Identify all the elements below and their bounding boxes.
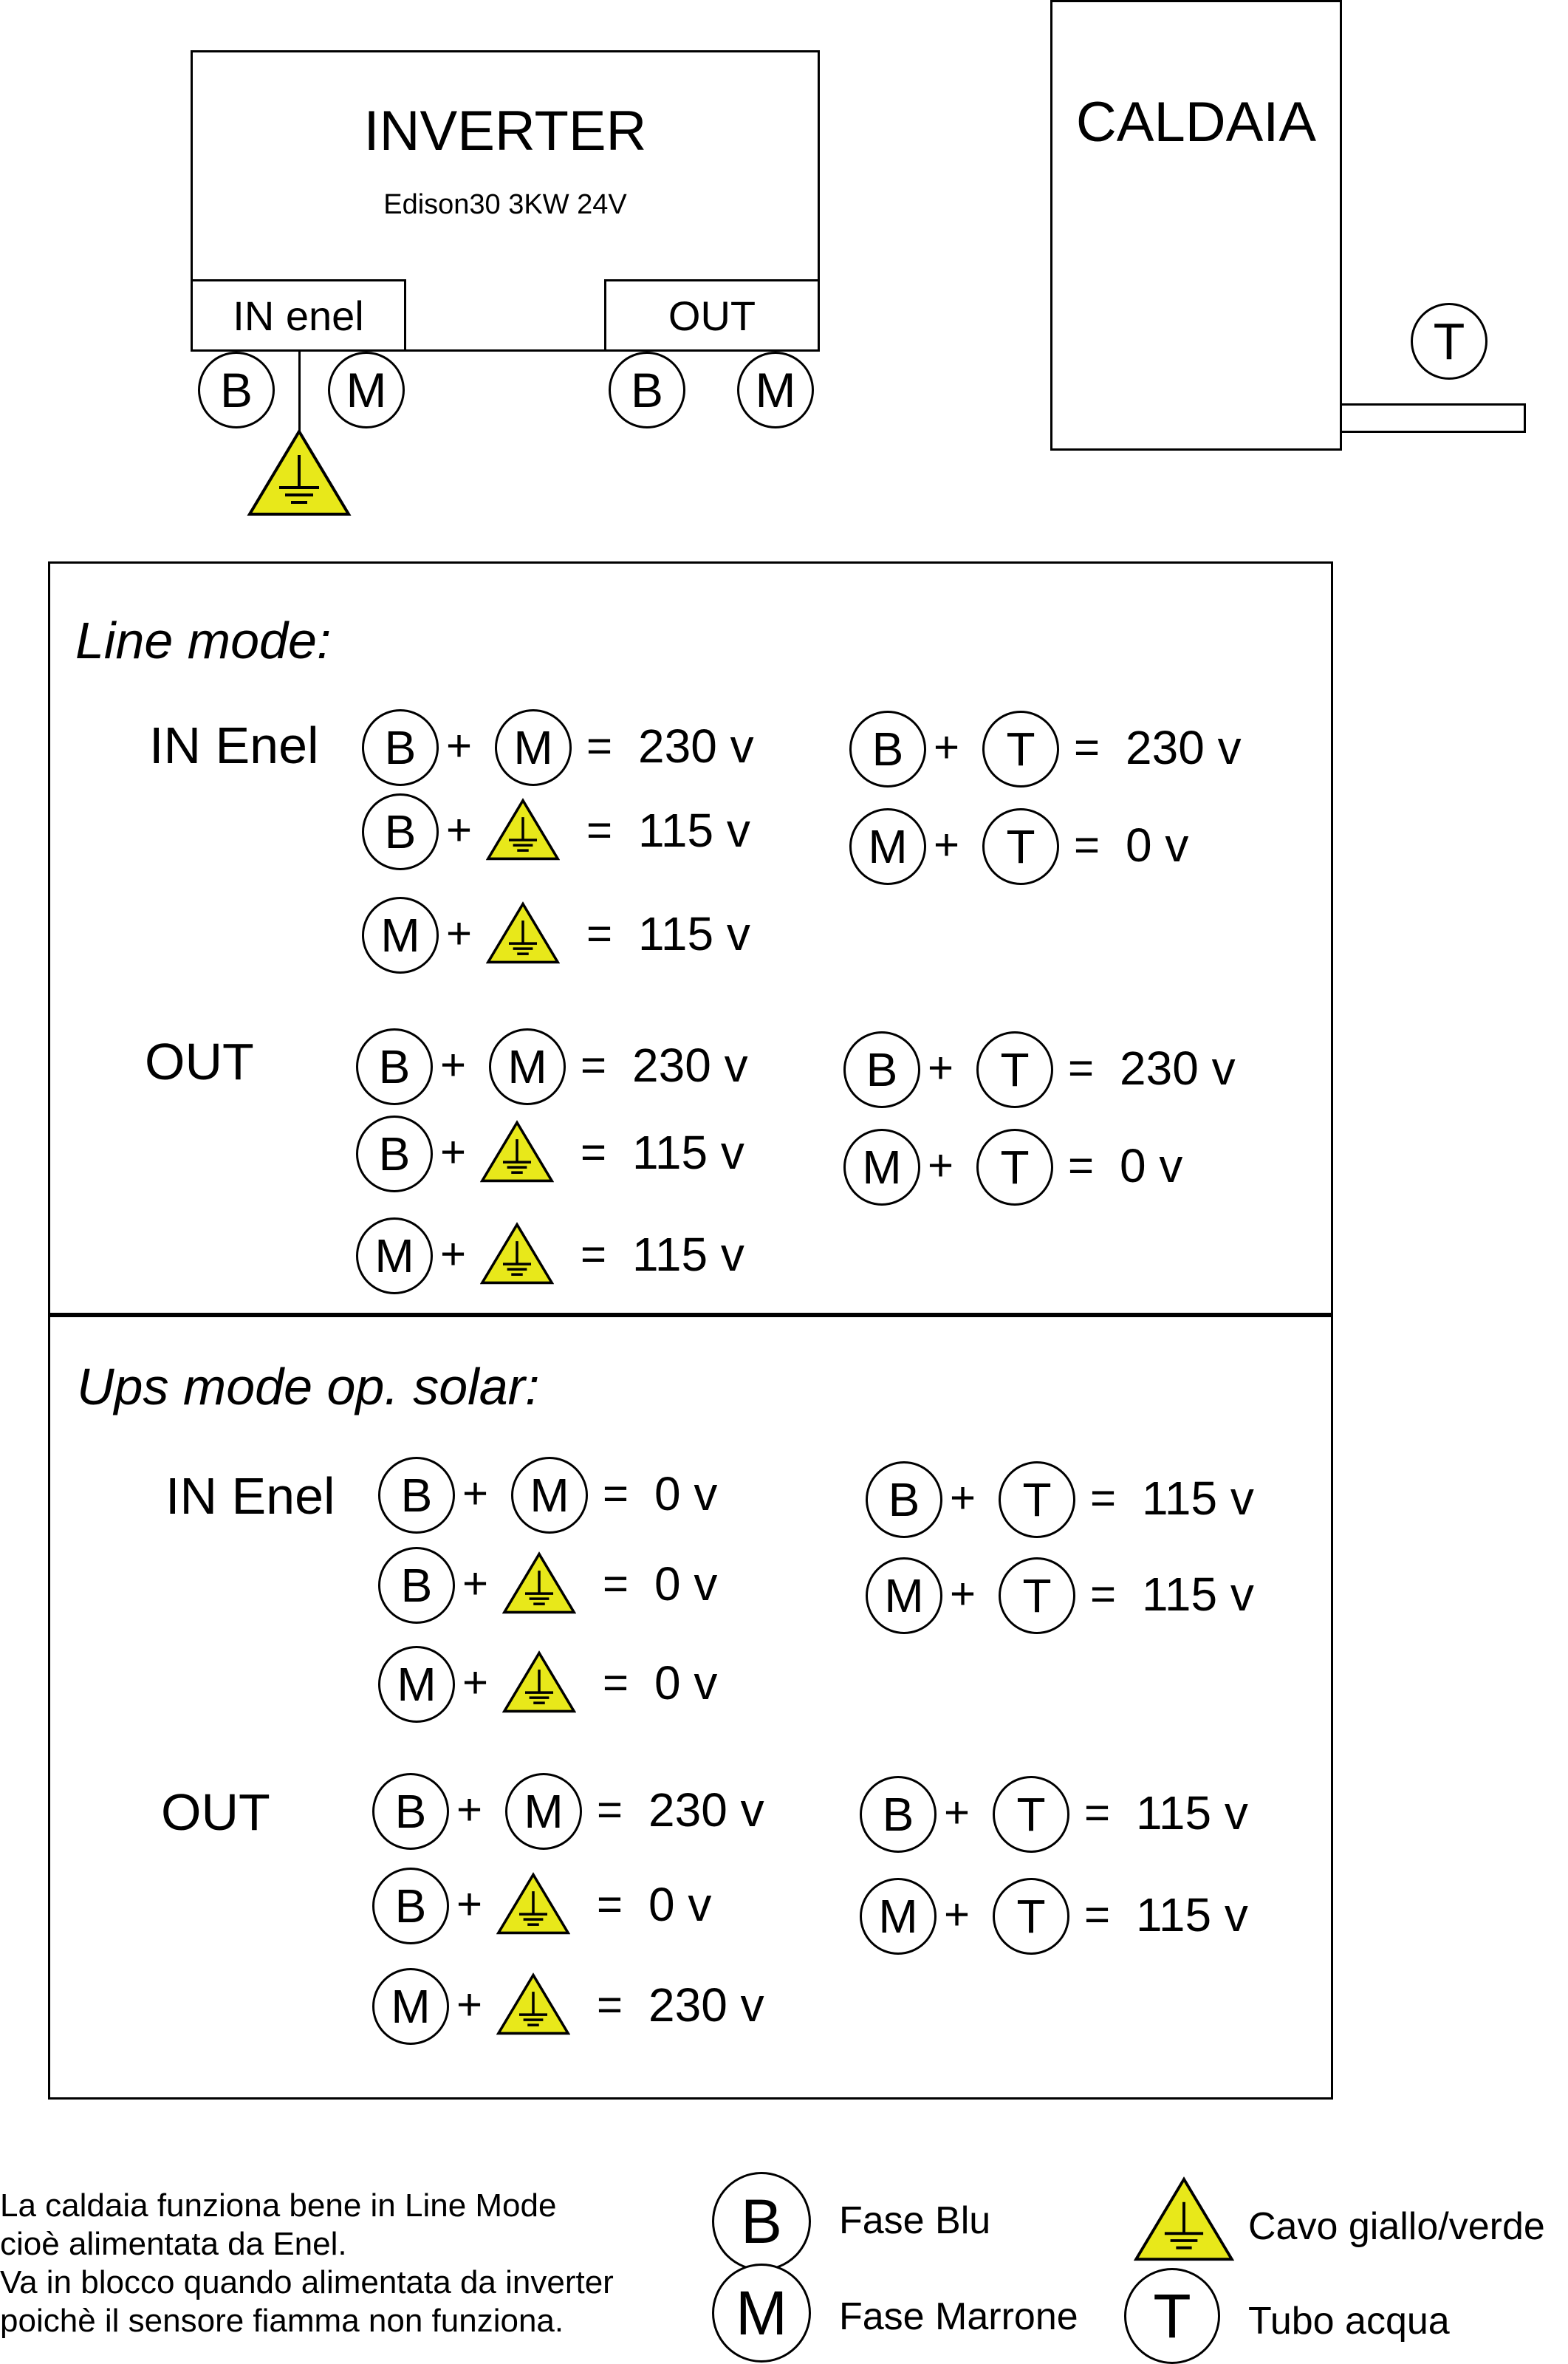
note-line-3: Va in blocco quando alimentata da inverter [0, 2264, 614, 2300]
ups-mode-in-label: IN Enel [165, 1467, 335, 1525]
inverter-out-b-terminal: B [609, 352, 685, 428]
ground-wire [298, 352, 301, 433]
inverter-in-label: IN enel [233, 293, 364, 339]
line-mode-out-left-row-3-term-a: M [356, 1217, 433, 1294]
line-mode-in-left-row-2-value: 115 v [638, 804, 750, 857]
ups-mode-out-right-row-1-value: 115 v [1136, 1786, 1248, 1839]
ups-mode-out-right-row-2-plus: + [944, 1890, 970, 1939]
ups-mode-in-left-row-3-equals: = [603, 1658, 629, 1707]
line-mode-out-right-row-2-plus: + [928, 1141, 954, 1190]
ups-mode-out-right-row-2-term-a: M [860, 1878, 937, 1955]
ups-mode-out-right-row-1-term-b: T [993, 1776, 1069, 1853]
line-mode-out-right-row-2-value: 0 v [1120, 1139, 1183, 1192]
inverter-ground-icon [247, 428, 352, 517]
ups-mode-in-left-row-3-value: 0 v [654, 1656, 718, 1709]
inverter-out-m-terminal: M [737, 352, 814, 428]
ups-mode-title: Ups mode op. solar: [77, 1358, 540, 1415]
caldaia-title: CALDAIA [1075, 91, 1317, 154]
legend-b-symbol: B [712, 2172, 811, 2271]
line-mode-out-left-row-2-plus: + [440, 1127, 467, 1177]
line-mode-out-right-row-1-value: 230 v [1120, 1042, 1236, 1095]
ups-mode-out-left-row-1-term-a: B [372, 1773, 449, 1850]
line-mode-out-left-row-3-value: 115 v [632, 1228, 744, 1281]
ups-mode-in-right-row-1-value: 115 v [1142, 1472, 1254, 1525]
line-mode-out-left-row-2-ground-icon [480, 1120, 554, 1187]
ups-mode-out-left-row-2-plus: + [456, 1879, 483, 1929]
line-mode-in-left-row-2-equals: = [586, 805, 613, 855]
line-mode-in-left-row-2-plus: + [446, 805, 473, 855]
line-mode-in-right-row-2-plus: + [934, 820, 960, 870]
line-mode-out-left-row-1-value: 230 v [632, 1039, 748, 1092]
ups-mode-out-left-row-2-ground-icon [496, 1872, 570, 1939]
line-mode-in-right-row-2-value: 0 v [1126, 819, 1189, 872]
ups-mode-out-right-row-2-equals: = [1084, 1890, 1111, 1939]
line-mode-in-right-row-2-term-a: M [849, 808, 926, 885]
note-line-4: poichè il sensore fiamma non funziona. [0, 2303, 564, 2339]
inverter-model: Edison30 3KW 24V [383, 189, 627, 220]
ups-mode-out-left-row-2-term-a: B [372, 1868, 449, 1944]
line-mode-out-left-row-3-equals: = [581, 1229, 607, 1279]
ups-mode-in-left-row-1-equals: = [603, 1469, 629, 1518]
ups-mode-in-left-row-1-term-b: M [511, 1457, 588, 1534]
ups-mode-in-right-row-1-term-a: B [866, 1461, 942, 1538]
ups-mode-out-left-row-3-equals: = [597, 1980, 623, 2029]
line-mode-in-left-row-2-term-a: B [362, 793, 439, 870]
line-mode-in-right-row-2-equals: = [1074, 820, 1100, 870]
ups-mode-in-left-row-1-plus: + [462, 1469, 489, 1518]
ups-mode-out-label: OUT [161, 1783, 270, 1841]
line-mode-out-left-row-1-equals: = [581, 1040, 607, 1090]
ups-mode-in-left-row-2-term-a: B [378, 1547, 455, 1624]
legend-ground-icon [1132, 2176, 1236, 2262]
line-mode-out-left-row-2-equals: = [581, 1127, 607, 1177]
legend-m-symbol: M [712, 2264, 811, 2363]
ups-mode-in-right-row-1-equals: = [1090, 1473, 1117, 1523]
ups-mode-out-right-row-1-equals: = [1084, 1788, 1111, 1837]
ups-mode-out-left-row-3-value: 230 v [648, 1978, 764, 2032]
legend-ground-label: Cavo giallo/verde [1248, 2205, 1545, 2248]
line-mode-in-right-row-2-term-b: T [982, 808, 1059, 885]
ups-mode-in-right-row-1-plus: + [950, 1473, 976, 1523]
legend-m-label: Fase Marrone [839, 2295, 1078, 2338]
ups-mode-in-left-row-3-plus: + [462, 1658, 489, 1707]
line-mode-out-right-row-1-term-b: T [976, 1031, 1053, 1108]
ups-mode-out-left-row-3-term-a: M [372, 1968, 449, 2045]
line-mode-in-left-row-1-value: 230 v [638, 720, 754, 773]
line-mode-out-right-row-1-term-a: B [843, 1031, 920, 1108]
ups-mode-in-left-row-2-equals: = [603, 1559, 629, 1608]
line-mode-in-label: IN Enel [149, 717, 319, 774]
line-mode-in-left-row-3-term-a: M [362, 897, 439, 974]
line-mode-in-left-row-3-plus: + [446, 909, 473, 958]
inverter-in-m-terminal: M [328, 352, 405, 428]
line-mode-in-right-row-1-value: 230 v [1126, 721, 1242, 774]
line-mode-in-left-row-3-equals: = [586, 909, 613, 958]
inverter-in-b-terminal: B [198, 352, 275, 428]
ups-mode-in-right-row-2-term-b: T [999, 1557, 1075, 1634]
legend-t-symbol: T [1124, 2268, 1220, 2364]
ups-mode-out-right-row-2-term-b: T [993, 1878, 1069, 1955]
note-line-1: La caldaia funziona bene in Line Mode [0, 2187, 557, 2224]
caldaia-box [1050, 0, 1342, 451]
line-mode-in-left-row-1-equals: = [586, 721, 613, 771]
ups-mode-in-left-row-3-ground-icon [502, 1650, 576, 1718]
line-mode-out-right-row-1-plus: + [928, 1043, 954, 1093]
ups-mode-out-left-row-1-value: 230 v [648, 1783, 764, 1837]
inverter-out-label: OUT [668, 293, 756, 339]
legend-b-label: Fase Blu [839, 2199, 991, 2242]
ups-mode-in-left-row-2-plus: + [462, 1559, 489, 1608]
line-mode-out-left-row-2-term-a: B [356, 1116, 433, 1192]
ups-mode-in-right-row-2-term-a: M [866, 1557, 942, 1634]
ups-mode-out-left-row-2-value: 0 v [648, 1878, 712, 1931]
note-line-2: cioè alimentata da Enel. [0, 2226, 347, 2262]
ups-mode-in-right-row-2-plus: + [950, 1569, 976, 1619]
line-mode-out-left-row-3-plus: + [440, 1229, 467, 1279]
line-mode-out-right-row-2-term-b: T [976, 1129, 1053, 1206]
line-mode-in-right-row-1-equals: = [1074, 722, 1100, 772]
line-mode-in-left-row-3-value: 115 v [638, 907, 750, 960]
legend-t-label: Tubo acqua [1248, 2300, 1450, 2343]
line-mode-out-left-row-1-term-a: B [356, 1028, 433, 1105]
ups-mode-out-left-row-1-equals: = [597, 1785, 623, 1834]
ups-mode-out-right-row-1-plus: + [944, 1788, 970, 1837]
ups-mode-out-left-row-3-ground-icon [496, 1972, 570, 2040]
line-mode-out-left-row-2-value: 115 v [632, 1126, 744, 1179]
line-mode-in-left-row-1-plus: + [446, 721, 473, 771]
ups-mode-out-right-row-2-value: 115 v [1136, 1888, 1248, 1941]
ups-mode-in-right-row-2-value: 115 v [1142, 1568, 1254, 1621]
caldaia-pipe-t-terminal: T [1411, 303, 1487, 380]
inverter-title: INVERTER [363, 100, 647, 163]
line-mode-title: Line mode: [75, 612, 332, 669]
ups-mode-in-left-row-1-value: 0 v [654, 1467, 718, 1520]
ups-mode-in-left-row-3-term-a: M [378, 1646, 455, 1723]
ups-mode-out-left-row-3-plus: + [456, 1980, 483, 2029]
ups-mode-out-left-row-2-equals: = [597, 1879, 623, 1929]
line-mode-in-left-row-1-term-b: M [495, 709, 572, 786]
ups-mode-out-left-row-1-term-b: M [505, 1773, 582, 1850]
ups-mode-out-right-row-1-term-a: B [860, 1776, 937, 1853]
line-mode-in-left-row-2-ground-icon [486, 798, 560, 865]
line-mode-out-right-row-2-equals: = [1068, 1141, 1095, 1190]
ups-mode-in-left-row-2-value: 0 v [654, 1557, 718, 1610]
ups-mode-out-left-row-1-plus: + [456, 1785, 483, 1834]
ups-mode-in-left-row-2-ground-icon [502, 1551, 576, 1619]
line-mode-out-left-row-1-plus: + [440, 1040, 467, 1090]
line-mode-in-right-row-1-term-b: T [982, 711, 1059, 788]
ups-mode-in-left-row-1-term-a: B [378, 1457, 455, 1534]
line-mode-out-left-row-3-ground-icon [480, 1222, 554, 1289]
line-mode-in-right-row-1-plus: + [934, 722, 960, 772]
line-mode-in-left-row-1-term-a: B [362, 709, 439, 786]
line-mode-out-label: OUT [145, 1033, 254, 1090]
line-mode-in-right-row-1-term-a: B [849, 711, 926, 788]
ups-mode-in-right-row-1-term-b: T [999, 1461, 1075, 1538]
ups-mode-in-right-row-2-equals: = [1090, 1569, 1117, 1619]
line-mode-out-left-row-1-term-b: M [489, 1028, 566, 1105]
line-mode-out-right-row-1-equals: = [1068, 1043, 1095, 1093]
caldaia-water-pipe [1340, 403, 1526, 433]
line-mode-out-right-row-2-term-a: M [843, 1129, 920, 1206]
line-mode-in-left-row-3-ground-icon [486, 901, 560, 969]
